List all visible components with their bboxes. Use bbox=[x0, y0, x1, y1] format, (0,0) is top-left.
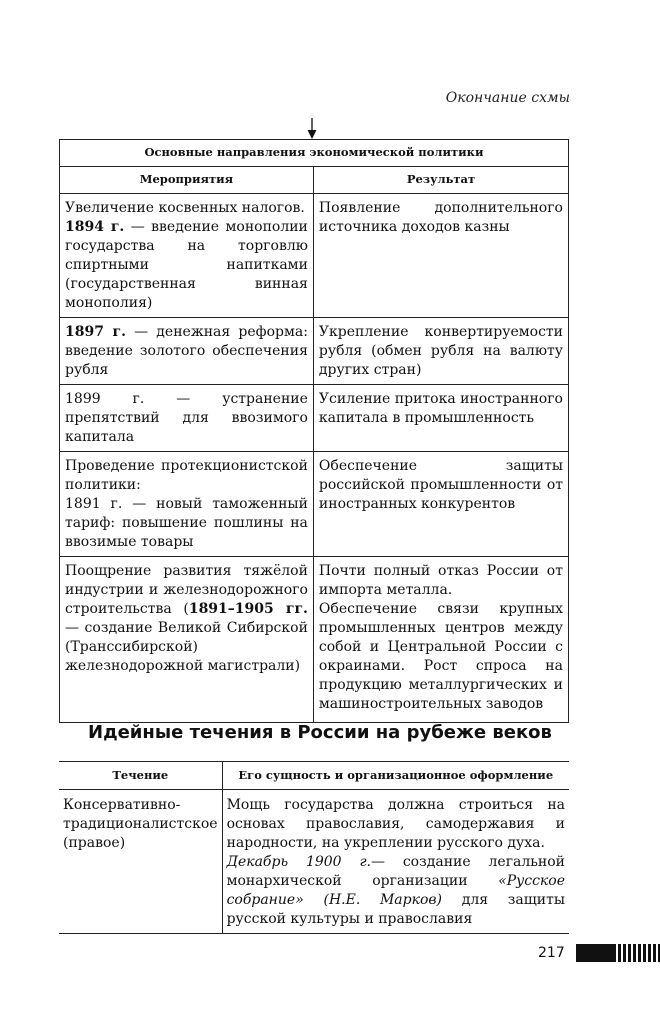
measure-cell bbox=[60, 318, 314, 385]
measure-year: 1897 г. bbox=[65, 324, 126, 340]
table-row bbox=[60, 385, 569, 452]
result-cell bbox=[313, 452, 568, 557]
measure-text: 1899 г. — устранение препятствий для ввозимого капитала bbox=[65, 391, 308, 445]
column-header-result: Результат bbox=[313, 167, 568, 194]
measure-text: — денежная реформа: введение золотого обеспечения рубля bbox=[65, 324, 308, 378]
down-arrow-icon bbox=[306, 118, 318, 140]
column-header-measures: Мероприятия bbox=[60, 167, 314, 194]
measure-text: Увеличение косвенных налогов. bbox=[65, 200, 305, 216]
essence-text: — создание легальной монархической организации bbox=[226, 854, 565, 889]
result-text: Усиление притока иностранного капитала в промышленность bbox=[318, 391, 563, 426]
measure-text: Проведение протекционистской политики: bbox=[65, 458, 308, 493]
ideological-currents-table bbox=[59, 761, 569, 934]
essence-cell bbox=[222, 790, 569, 934]
table-row bbox=[59, 790, 569, 934]
result-text: Обеспечение связи крупных промышленных центров между собой и Центральной России с окраинами. Рост спроса на продукцию металлургических и машиностроительных заводов bbox=[318, 601, 563, 712]
current-text: Консервативно-традиционалистское (правое) bbox=[63, 797, 218, 851]
table-row bbox=[60, 452, 569, 557]
measure-year: 1891–1905 гг. bbox=[188, 601, 308, 617]
result-text: Появление дополнительного источника доходов казны bbox=[318, 200, 563, 235]
measure-year: 1894 г. bbox=[65, 219, 125, 235]
table-row bbox=[60, 318, 569, 385]
table-row bbox=[60, 557, 569, 723]
result-cell bbox=[313, 557, 568, 723]
organization-name: «Русское собрание» (Н.Е. Марков) bbox=[226, 873, 565, 908]
economic-policy-table bbox=[59, 139, 569, 723]
essence-text: для защиты русской культуры и православия bbox=[226, 892, 566, 927]
measure-text: Поощрение развития тяжёлой индустрии и железнодорожного строительства ( bbox=[65, 563, 308, 617]
essence-text: Мощь государства должна строиться на основах православия, самодержавия и народности, на укреплении русского духа. bbox=[226, 797, 565, 851]
continuation-caption: Окончание схмы bbox=[445, 90, 570, 106]
measure-cell bbox=[60, 557, 314, 723]
table-row bbox=[60, 194, 569, 318]
section-title: Идейные течения в России на рубеже веков bbox=[88, 722, 552, 743]
result-cell bbox=[313, 194, 568, 318]
measure-cell bbox=[60, 194, 314, 318]
measure-text: 1891 г. — новый таможенный тариф: повышение пошлины на ввозимые товары bbox=[65, 496, 308, 550]
measure-text: — введение монополии государства на торговлю спиртными напитками (государственная винная монополия) bbox=[65, 219, 308, 311]
column-header-essence: Его сущность и организационное оформление bbox=[222, 762, 569, 790]
essence-date: Декабрь 1900 г. bbox=[226, 854, 371, 870]
page-number: 217 bbox=[538, 945, 565, 961]
result-text: Почти полный отказ России от импорта металла. bbox=[318, 563, 563, 598]
result-cell bbox=[313, 385, 568, 452]
result-cell bbox=[313, 318, 568, 385]
measure-text: — создание Великой Сибирской (Транссибирской) железнодорожной магистрали) bbox=[65, 620, 308, 674]
column-header-current: Течение bbox=[59, 762, 222, 790]
measure-cell bbox=[60, 385, 314, 452]
result-text: Обеспечение защиты российской промышленности от иностранных конкурентов bbox=[318, 458, 563, 512]
page-edge-bar-icon bbox=[576, 944, 660, 962]
result-text: Укрепление конвертируемости рубля (обмен рубля на валюту других стран) bbox=[318, 324, 563, 378]
current-cell bbox=[59, 790, 222, 934]
table-title: Основные направления экономической политики bbox=[60, 140, 569, 167]
measure-cell bbox=[60, 452, 314, 557]
